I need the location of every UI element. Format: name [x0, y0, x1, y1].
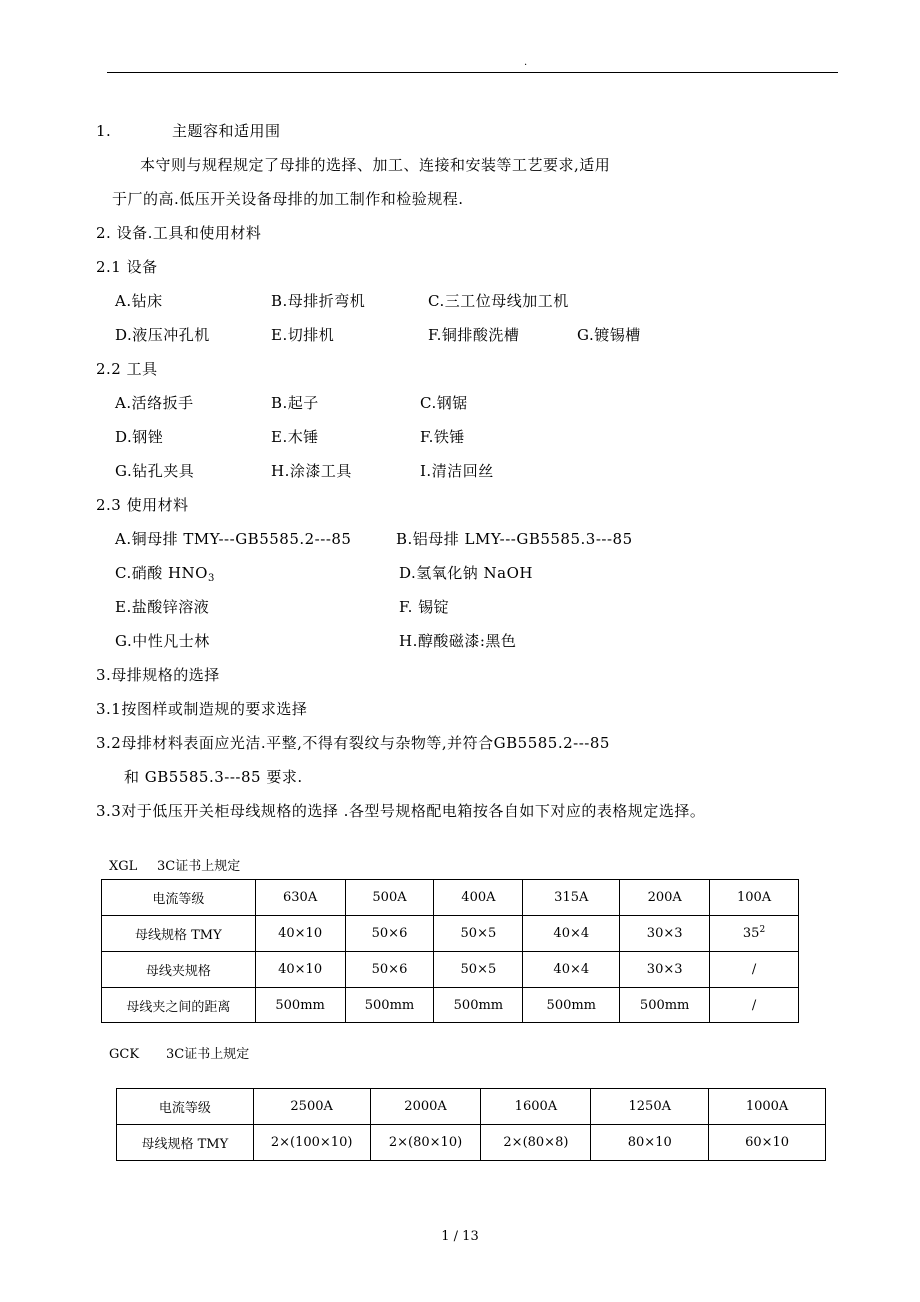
table-cell: 母线规格 TMY: [117, 1125, 254, 1161]
table-cell: 30×3: [620, 952, 710, 988]
header-dot: .: [524, 57, 528, 68]
equipment-item: G.镀锡槽: [577, 326, 641, 344]
table-cell: 60×10: [709, 1125, 826, 1161]
table-cell: 500mm: [434, 988, 523, 1023]
table-cell: [710, 916, 799, 952]
header-rule: [107, 72, 838, 73]
superscript: 2: [759, 925, 766, 935]
page-number: 1 / 13: [441, 1229, 479, 1244]
table-cell: 母线规格 TMY: [102, 916, 256, 952]
section-1-paragraph-line-1: 本守则与规程规定了母排的选择、加工、连接和安装等工艺要求,适用: [140, 156, 611, 174]
table-cell: 315A: [523, 880, 620, 916]
section-3-heading: 3.母排规格的选择: [96, 666, 220, 684]
table-cell: 40×10: [255, 952, 345, 988]
section-2-heading: 2. 设备.工具和使用材料: [96, 224, 262, 242]
table-cell: 50×5: [434, 916, 523, 952]
table-cell: 500mm: [523, 988, 620, 1023]
table-cell: 电流等级: [102, 880, 256, 916]
tool-item: G.钻孔夹具: [115, 462, 195, 480]
caption-text: 3C证书上规定: [166, 1047, 250, 1062]
section-3-1: 3.1按图样或制造规的要求选择: [96, 700, 308, 718]
material-item: B.铝母排 LMY---GB5585.3---85: [396, 530, 633, 548]
table-row: [102, 880, 799, 916]
table-cell: 母线夹之间的距离: [102, 988, 256, 1023]
section-1-paragraph-line-2: 于厂的高.低压开关设备母排的加工制作和检验规程.: [112, 190, 464, 208]
table-cell: 40×10: [255, 916, 345, 952]
section-1-title: 主题容和适用围: [172, 122, 281, 140]
section-3-2-line-2: 和 GB5585.3---85 要求.: [124, 768, 303, 786]
table-cell: 2×(80×10): [370, 1125, 481, 1161]
table-cell: 2×(80×8): [481, 1125, 591, 1161]
material-item: G.中性凡士林: [115, 632, 210, 650]
material-item: A.铜母排 TMY---GB5585.2---85: [115, 530, 352, 548]
equipment-item: A.钻床: [115, 292, 163, 310]
tool-item: B.起子: [271, 394, 319, 412]
table-cell: 电流等级: [117, 1089, 254, 1125]
tool-item: H.涂漆工具: [271, 462, 352, 480]
table-cell: 1600A: [481, 1089, 591, 1125]
caption-text: 3C证书上规定: [157, 859, 241, 874]
table-cell: 80×10: [591, 1125, 709, 1161]
table-cell: 500mm: [255, 988, 345, 1023]
equipment-item: C.三工位母线加工机: [428, 292, 569, 310]
equipment-item: E.切排机: [271, 326, 335, 344]
section-3-3: 3.3对于低压开关柜母线规格的选择 .各型号规格配电箱按各自如下对应的表格规定选择。: [96, 802, 706, 820]
table-cell: 2000A: [370, 1089, 481, 1125]
section-2-3-heading: 2.3 使用材料: [96, 496, 189, 514]
table-cell: 100A: [710, 880, 799, 916]
tool-item: E.木锤: [271, 428, 319, 446]
table-cell: 500A: [345, 880, 434, 916]
material-item: E.盐酸锌溶液: [115, 598, 210, 616]
table-cell: 50×5: [434, 952, 523, 988]
caption-model: GCK: [109, 1047, 140, 1062]
material-item: F. 锡锭: [399, 598, 450, 616]
equipment-item: B.母排折弯机: [271, 292, 366, 310]
table-cell: 40×4: [523, 916, 620, 952]
cell-value: 35: [742, 926, 760, 941]
table-cell: 2×(100×10): [253, 1125, 370, 1161]
section-2-1-heading: 2.1 设备: [96, 258, 158, 276]
table-cell: 30×3: [620, 916, 710, 952]
table-cell: 母线夹规格: [102, 952, 256, 988]
table-row: [117, 1125, 826, 1161]
table-row: [117, 1089, 826, 1125]
tool-item: C.钢锯: [420, 394, 468, 412]
table-1: [101, 879, 799, 1023]
table-cell: 50×6: [345, 916, 434, 952]
material-item-nitric-acid: [115, 563, 215, 583]
subscript: 3: [207, 573, 215, 584]
table-row: [102, 952, 799, 988]
table-cell: 50×6: [345, 952, 434, 988]
table-cell: 400A: [434, 880, 523, 916]
material-item: D.氢氧化钠 NaOH: [399, 564, 533, 582]
table-cell: 1000A: [709, 1089, 826, 1125]
table-cell: 1250A: [591, 1089, 709, 1125]
table-cell: /: [710, 952, 799, 988]
table-cell: 500mm: [620, 988, 710, 1023]
table-row: [102, 916, 799, 952]
material-text: C.硝酸 HNO: [115, 564, 208, 582]
section-2-2-heading: 2.2 工具: [96, 360, 158, 378]
table-cell: 630A: [255, 880, 345, 916]
table-cell: 40×4: [523, 952, 620, 988]
tool-item: I.清洁回丝: [420, 462, 494, 480]
section-1-number: 1.: [96, 122, 112, 140]
caption-model: XGL: [109, 859, 138, 874]
section-3-2-line-1: 3.2母排材料表面应光洁.平整,不得有裂纹与杂物等,并符合GB5585.2---85: [96, 734, 610, 752]
equipment-item: D.液压冲孔机: [115, 326, 210, 344]
material-item: H.醇酸磁漆:黑色: [399, 632, 517, 650]
table-cell: 2500A: [253, 1089, 370, 1125]
table-cell: 200A: [620, 880, 710, 916]
tool-item: A.活络扳手: [115, 394, 194, 412]
table-row: [102, 988, 799, 1023]
equipment-item: F.铜排酸洗槽: [428, 326, 520, 344]
tool-item: D.钢锉: [115, 428, 164, 446]
tool-item: F.铁锤: [420, 428, 465, 446]
table-cell: 500mm: [345, 988, 434, 1023]
table-2: [116, 1088, 826, 1161]
table-cell: /: [710, 988, 799, 1023]
